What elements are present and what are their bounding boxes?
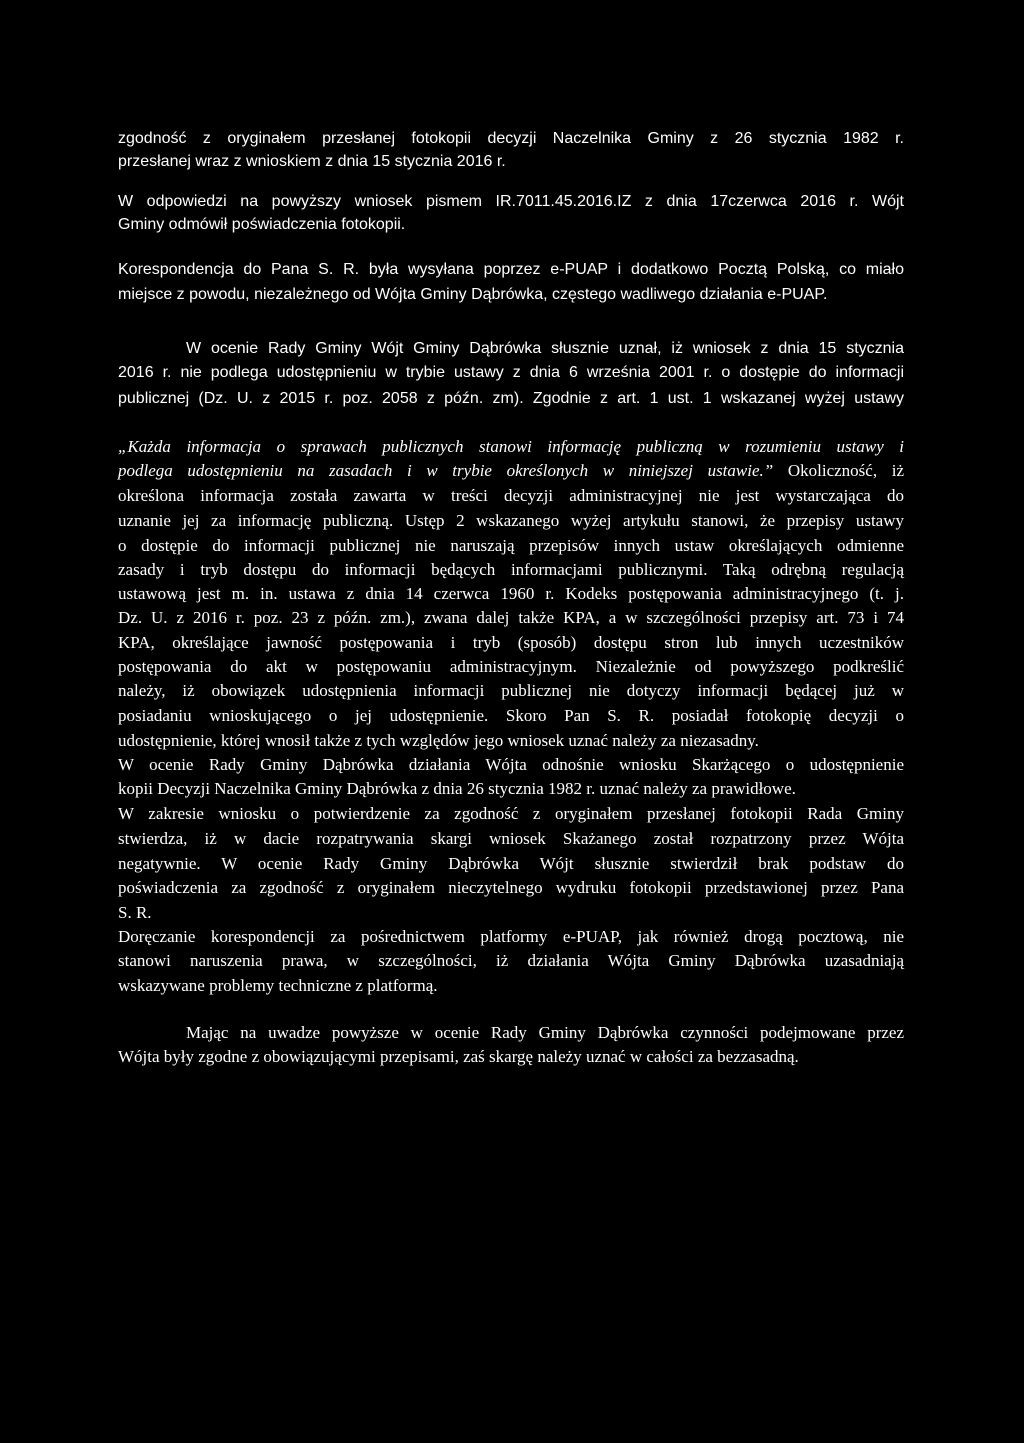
text-line: Wójta były zgodne z obowiązującymi przepisami, zaś skargę należy uznać w całości za bezzasadną. bbox=[118, 1047, 799, 1066]
text-line: Korespondencja do Pana S. R. była wysyłana poprzez e-PUAP i dodatkowo Pocztą Polską, co miało bbox=[118, 261, 904, 278]
text-line: W ocenie Rady Gminy Wójt Gminy Dąbrówka słusznie uznał, iż wniosek z dnia 15 stycznia bbox=[186, 340, 904, 357]
text-line: ustawową jest m. in. ustawa z dnia 14 czerwca 1960 r. Kodeks postępowania administracyjnego (t. j. bbox=[118, 584, 904, 603]
text-line: Dz. U. z 2016 r. poz. 23 z późn. zm.), zwana dalej także KPA, a w szczególności przepisy art. 73 i 74 bbox=[118, 608, 904, 627]
text-span: Okoliczność, iż bbox=[773, 461, 904, 480]
text-line bbox=[118, 461, 904, 481]
text-line: kopii Decyzji Naczelnika Gminy Dąbrówka z dnia 26 stycznia 1982 r. uznać należy za prawidłowe. bbox=[118, 779, 796, 798]
text-line: zgodność z oryginałem przesłanej fotokopii decyzji Naczelnika Gminy z 26 stycznia 1982 r. bbox=[118, 130, 904, 147]
text-line: negatywnie. W ocenie Rady Gminy Dąbrówka Wójt słusznie stwierdził brak podstaw do bbox=[118, 854, 904, 873]
text-line: przesłanej wraz z wnioskiem z dnia 15 stycznia 2016 r. bbox=[118, 153, 506, 170]
text-line: wskazywane problemy techniczne z platformą. bbox=[118, 976, 438, 995]
text-line: posiadaniu wnioskującego o jej udostępnienie. Skoro Pan S. R. posiadał fotokopię decyzji o bbox=[118, 706, 904, 725]
text-line: Gminy odmówił poświadczenia fotokopii. bbox=[118, 216, 406, 233]
text-line: Doręczanie korespondencji za pośrednictwem platformy e-PUAP, jak również drogą pocztową, nie bbox=[118, 927, 904, 946]
text-line: określona informacja została zawarta w treści decyzji administracyjnej nie jest wystarczająca do bbox=[118, 486, 904, 505]
text-line: W odpowiedzi na powyższy wniosek pismem IR.7011.45.2016.IZ z dnia 17czerwca 2016 r. Wójt bbox=[118, 193, 904, 210]
text-line: „Każda informacja o sprawach publicznych stanowi informację publiczną w rozumieniu ustawy i bbox=[118, 437, 904, 456]
text-line: S. R. bbox=[118, 903, 152, 922]
italic-quote: podlega udostępnieniu na zasadach i w trybie określonych w niniejszej ustawie.” bbox=[118, 461, 774, 480]
text-line: postępowania do akt w postępowaniu administracyjnym. Niezależnie od powyższego podkreślić bbox=[118, 657, 904, 676]
text-line: publicznej (Dz. U. z 2015 r. poz. 2058 z późn. zm). Zgodnie z art. 1 ust. 1 wskazanej wyżej ustawy bbox=[118, 390, 904, 407]
text-line: Mając na uwadze powyższe w ocenie Rady Gminy Dąbrówka czynności podejmowane przez bbox=[186, 1023, 904, 1042]
text-line: poświadczenia za zgodność z oryginałem nieczytelnego wydruku fotokopii przedstawionej przez Pana bbox=[118, 878, 904, 897]
text-line: W zakresie wniosku o potwierdzenie za zgodność z oryginałem przesłanej fotokopii Rada Gminy bbox=[118, 804, 904, 823]
text-line: uznanie jej za informację publiczną. Ustęp 2 wskazanego wyżej artykułu stanowi, że przepisy ustawy bbox=[118, 511, 904, 530]
text-line: W ocenie Rady Gminy Dąbrówka działania Wójta odnośnie wniosku Skarżącego o udostępnienie bbox=[118, 755, 904, 774]
text-line: stwierdza, iż w dacie rozpatrywania skargi wniosek Skażanego został rozpatrzony przez Wójta bbox=[118, 829, 904, 848]
text-line: miejsce z powodu, niezależnego od Wójta Gminy Dąbrówka, częstego wadliwego działania e-PUAP. bbox=[118, 286, 828, 303]
text-line: 2016 r. nie podlega udostępnieniu w trybie ustawy z dnia 6 września 2001 r. o dostępie do informacji bbox=[118, 364, 904, 381]
text-line: należy, iż obowiązek udostępnienia informacji publicznej nie dotyczy informacji będącej już w bbox=[118, 681, 904, 700]
text-line: stanowi naruszenia prawa, w szczególności, iż działania Wójta Gminy Dąbrówka uzasadniają bbox=[118, 951, 904, 970]
text-line: o dostępie do informacji publicznej nie naruszają przepisów innych ustaw określających odmienne bbox=[118, 536, 904, 555]
text-line: udostępnienie, której wnosił także z tych względów jego wniosek uznać należy za niezasadny. bbox=[118, 731, 759, 750]
text-line: zasady i tryb dostępu do informacji będących informacjami publicznymi. Taką odrębną regulacją bbox=[118, 560, 904, 579]
text-line: KPA, określające jawność postępowania i tryb (sposób) dostępu stron lub innych uczestników bbox=[118, 633, 904, 652]
